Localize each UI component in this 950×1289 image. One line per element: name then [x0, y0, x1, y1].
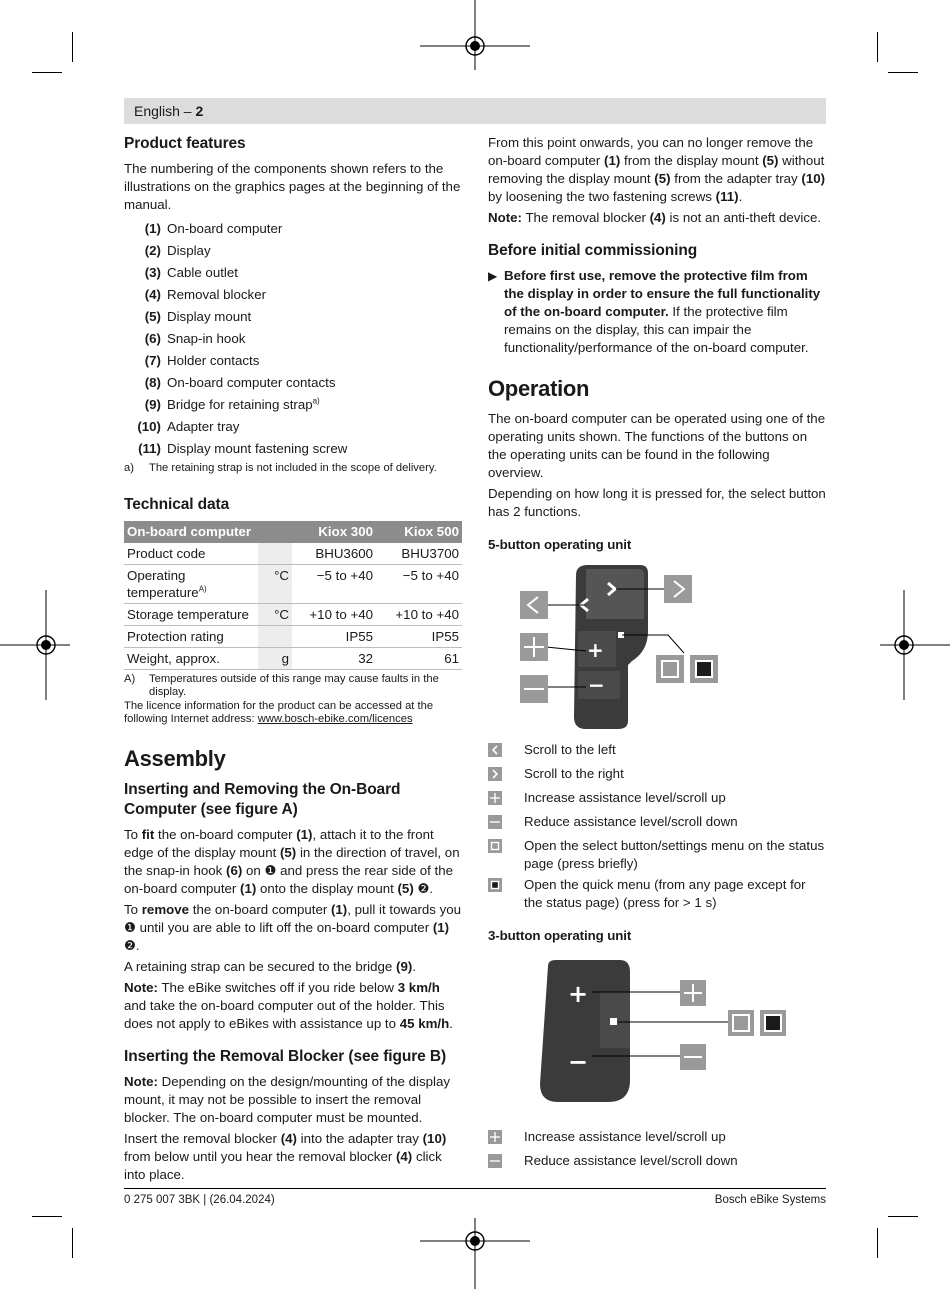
- legend-text: Increase assistance level/scroll up: [524, 790, 726, 805]
- footnote-mark: a): [124, 462, 134, 474]
- component-item: [124, 240, 462, 262]
- component-number: (8): [144, 375, 161, 390]
- right-column: [488, 134, 826, 1176]
- table-row: [124, 626, 462, 648]
- minus-icon: [488, 815, 502, 829]
- table-cell-value: BHU3600: [292, 543, 376, 565]
- component-number: (4): [144, 287, 161, 302]
- registration-mark-top: [420, 0, 530, 70]
- table-cell-value: +10 to +40: [292, 604, 376, 626]
- blocker-title: Inserting the Removal Blocker (see figure B): [124, 1048, 447, 1065]
- crop-mark: [32, 72, 62, 73]
- component-number: (11): [138, 441, 161, 456]
- component-label: Removal blocker: [167, 287, 267, 302]
- component-number: (7): [144, 353, 161, 368]
- table-cell-value: IP55: [376, 626, 462, 648]
- table-cell-label: Protection rating: [124, 626, 258, 648]
- header-language: English: [134, 103, 180, 119]
- blocker-paragraph: Insert the removal blocker (4) into the adapter tray (10) from below until you hear the removal blocker (4) click into place.: [124, 1131, 447, 1182]
- component-label: On-board computer contacts: [167, 375, 336, 390]
- table-cell-label: Product code: [124, 543, 258, 565]
- components-footnote: [124, 462, 462, 475]
- fit-paragraph: To fit the on-board computer (1), attach it to the front edge of the display mount (5) in the direction of travel, on the snap-in hook (6) on ❶ and press the rear side of the on-board computer (1) onto the display mount (5) ❷.: [124, 827, 460, 896]
- legend-row: [488, 789, 826, 810]
- crop-mark: [72, 1228, 73, 1258]
- component-item: [124, 262, 462, 284]
- component-label: Adapter tray: [167, 419, 240, 434]
- plus-icon: [488, 791, 502, 805]
- component-number: (6): [144, 331, 161, 346]
- table-cell-unit: °C: [258, 604, 292, 626]
- table-cell-label: Operating temperature$^{A)}$: [124, 565, 258, 604]
- footer-rule: [124, 1188, 826, 1189]
- crop-mark: [877, 32, 878, 62]
- legend-text: Open the quick menu (from any page except for the status page) (press for > 1 s): [524, 877, 806, 910]
- component-item: [124, 372, 462, 394]
- licence-text: The licence information for the product can be accessed at the following Internet address:: [124, 700, 434, 725]
- legend-row: [488, 837, 826, 873]
- table-cell-label: Storage temperature: [124, 604, 258, 626]
- component-list: [124, 218, 462, 460]
- table-footnote: [124, 673, 462, 699]
- svg-text:+: +: [587, 638, 604, 662]
- registration-mark-right: [880, 590, 950, 700]
- operation-paragraph: The on-board computer can be operated using one of the operating units shown. The functions of the buttons on the operating units can be found in the following overview.: [488, 411, 826, 480]
- component-item: [124, 416, 462, 438]
- tech-data-table: [124, 521, 462, 670]
- three-button-unit-figure: [488, 952, 826, 1122]
- unit3-title: 3-button operating unit: [488, 928, 632, 943]
- header-page-number: 2: [195, 103, 204, 119]
- remove-paragraph: To remove the on-board computer (1), pull it towards you ❶ until you are able to lift off the on-board computer (1) ❷.: [124, 902, 462, 953]
- before-instruction: ▶ Before first use, remove the protective film from the display in order to ensure the full functionality of the on-board computer. If the protective film remains on the display, this can impair the functionality/performance of the on-board computer.: [488, 267, 826, 360]
- table-cell-value: −5 to +40: [292, 565, 376, 604]
- component-number: (9): [144, 397, 161, 412]
- component-item: [124, 328, 462, 350]
- blocker-note: Note: Depending on the design/mounting of the display mount, it may not be possible to insert the removal blocker. The on-board computer must be mounted.: [124, 1074, 450, 1125]
- table-cell-unit: °C: [258, 565, 292, 604]
- legend-row: [488, 741, 826, 762]
- legend-row: [488, 876, 826, 912]
- features-intro: The numbering of the components shown refers to the illustrations on the graphics pages at the beginning of the manual.: [124, 161, 461, 212]
- component-label: Bridge for retaining strap$^{a)}$: [167, 396, 320, 412]
- svg-text:+: +: [568, 980, 589, 1008]
- legend-text: Increase assistance level/scroll up: [524, 1129, 726, 1144]
- legend-text: Scroll to the right: [524, 766, 624, 781]
- table-row: [124, 648, 462, 670]
- table-header-cell: Kiox 300: [292, 521, 376, 543]
- table-header-cell: Kiox 500: [376, 521, 462, 543]
- crop-mark: [877, 1228, 878, 1258]
- table-cell-unit: [258, 543, 292, 565]
- table-cell-value: BHU3700: [376, 543, 462, 565]
- arrow-left-icon: [488, 743, 502, 757]
- header-separator: –: [179, 103, 196, 119]
- svg-text:−: −: [568, 1048, 589, 1076]
- footnote-mark: A): [124, 673, 136, 685]
- tech-title: Technical data: [124, 496, 230, 513]
- component-label: Display mount fastening screw: [167, 441, 348, 456]
- strap-paragraph: A retaining strap can be secured to the bridge (9).: [124, 959, 416, 974]
- plus-icon: [488, 1130, 502, 1144]
- component-item: [124, 218, 462, 240]
- component-item: [124, 394, 462, 416]
- table-cell-value: +10 to +40: [376, 604, 462, 626]
- legend-row: [488, 765, 826, 786]
- footnote-text: Temperatures outside of this range may cause faults in the display.: [149, 673, 439, 698]
- operation-title: Operation: [488, 376, 590, 401]
- unit5-title: 5-button operating unit: [488, 537, 632, 552]
- table-cell-value: IP55: [292, 626, 376, 648]
- table-header-cell: [258, 521, 292, 543]
- crop-mark: [888, 1216, 918, 1217]
- table-cell-value: 32: [292, 648, 376, 670]
- registration-mark-bottom: [420, 1218, 530, 1289]
- component-number: (2): [144, 243, 161, 258]
- select-short-icon: [488, 839, 502, 853]
- legend-text: Reduce assistance level/scroll down: [524, 814, 738, 829]
- table-row: [124, 565, 462, 604]
- registration-mark-left: [0, 590, 70, 700]
- component-label: Cable outlet: [167, 265, 238, 280]
- note-paragraph: Note: The eBike switches off if you ride below 3 km/h and take the on-board computer out of the holder. This does not apply to eBikes with assistance up to 45 km/h.: [124, 980, 453, 1031]
- component-label: Display mount: [167, 309, 252, 324]
- table-cell-value: −5 to +40: [376, 565, 462, 604]
- before-title: Before initial commissioning: [488, 242, 698, 259]
- licence-link[interactable]: www.bosch-ebike.com/licences: [257, 713, 413, 725]
- component-number: (3): [144, 265, 161, 280]
- legend-row: [488, 1128, 826, 1149]
- legend-text: Scroll to the left: [524, 742, 616, 757]
- three-button-legend: [488, 1128, 826, 1173]
- component-item: [124, 438, 462, 460]
- operation-paragraph-2: Depending on how long it is pressed for, the select button has 2 functions.: [488, 486, 826, 519]
- legend-text: Open the select button/settings menu on the status page (press briefly): [524, 838, 825, 871]
- component-label: Snap-in hook: [167, 331, 246, 346]
- crop-mark: [888, 72, 918, 73]
- table-row: [124, 543, 462, 565]
- continue-note: Note: The removal blocker (4) is not an anti-theft device.: [488, 210, 822, 225]
- component-item: [124, 350, 462, 372]
- table-cell-label: Weight, approx.: [124, 648, 258, 670]
- table-cell-unit: [258, 626, 292, 648]
- table-header-row: [124, 521, 462, 543]
- table-header-cell: On-board computer: [124, 521, 258, 543]
- legend-text: Reduce assistance level/scroll down: [524, 1153, 738, 1168]
- footnote-text: The retaining strap is not included in the scope of delivery.: [149, 462, 437, 474]
- table-cell-value: 61: [376, 648, 462, 670]
- insert-title: Inserting and Removing the On-Board Computer (see figure A): [124, 781, 401, 818]
- licence-note: [124, 700, 462, 726]
- triangle-bullet-icon: ▶: [488, 269, 498, 283]
- features-title: Product features: [124, 135, 246, 152]
- component-item: [124, 284, 462, 306]
- table-cell-unit: g: [258, 648, 292, 670]
- component-item: [124, 306, 462, 328]
- assembly-title: Assembly: [124, 746, 226, 771]
- component-label: On-board computer: [167, 221, 283, 236]
- component-number: (5): [144, 309, 161, 324]
- five-button-unit-figure: [488, 561, 826, 731]
- component-label: Holder contacts: [167, 353, 260, 368]
- legend-row: [488, 813, 826, 834]
- left-column: [124, 134, 462, 1187]
- crop-mark: [72, 32, 73, 62]
- select-long-icon: [488, 878, 502, 892]
- footer-doc-id: 0 275 007 3BK | (26.04.2024): [124, 1194, 275, 1206]
- footer-brand: Bosch eBike Systems: [714, 1194, 826, 1206]
- component-label: Display: [167, 243, 211, 258]
- svg-text:−: −: [588, 673, 605, 697]
- component-number: (1): [144, 221, 161, 236]
- arrow-right-icon: [488, 767, 502, 781]
- page-header: [124, 98, 826, 124]
- component-number: (10): [137, 419, 161, 434]
- crop-mark: [32, 1216, 62, 1217]
- continue-paragraph: From this point onwards, you can no longer remove the on-board computer (1) from the display mount (5) without removing the display mount (5) from the adapter tray (10) by loosening the two fastening screws (11).: [488, 135, 826, 204]
- minus-icon: [488, 1154, 502, 1168]
- table-row: [124, 604, 462, 626]
- legend-row: [488, 1152, 826, 1173]
- five-button-legend: [488, 741, 826, 912]
